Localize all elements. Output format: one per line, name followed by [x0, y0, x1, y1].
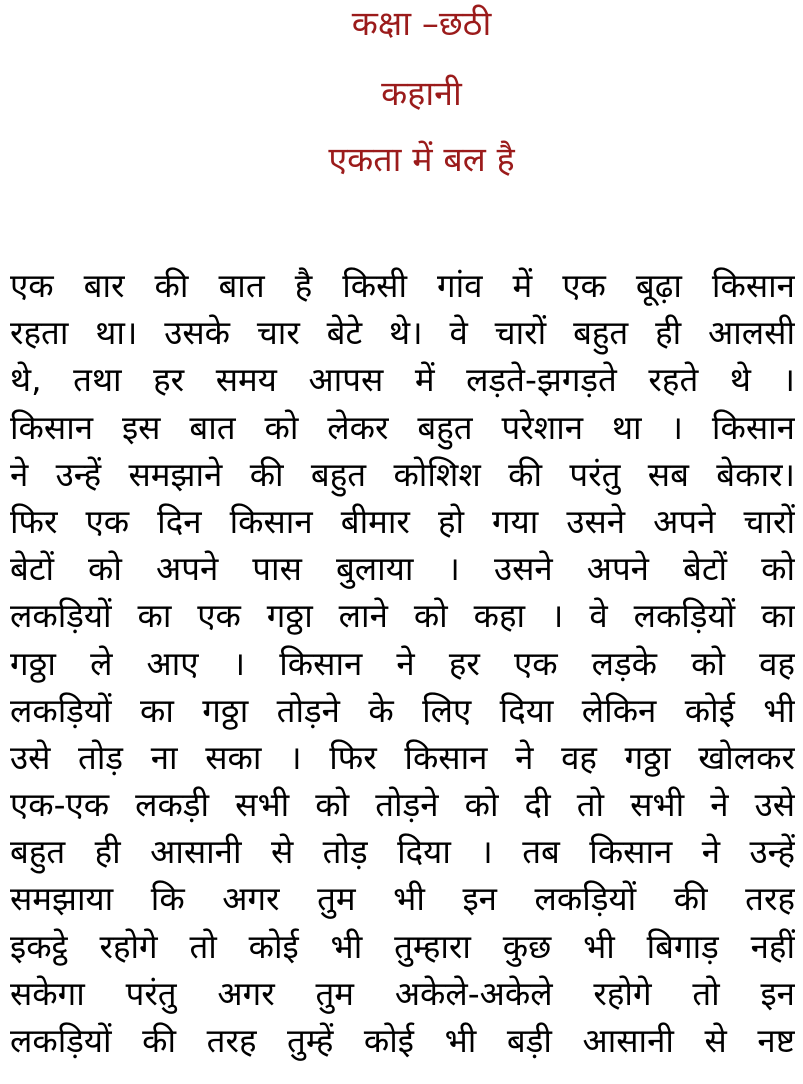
story-line: सकेगा परंतु अगर तुम अकेले-अकेले रहोगे तो इन	[10, 973, 795, 1013]
story-line: इकट्ठे रहोगे तो कोई भी तुम्हारा कुछ भी बिगाड़ नहीं	[10, 926, 795, 966]
story-line: फिर एक दिन किसान बीमार हो गया उसने अपने चारों	[10, 501, 795, 541]
story-line: उसे तोड़ ना सका । फिर किसान ने वह गठ्ठा खोलकर	[10, 737, 795, 777]
story-line: लकड़ियों का गठ्ठा तोड़ने के लिए दिया लेकिन कोई भी	[10, 690, 795, 730]
story-line: ने उन्हें समझाने की बहुत कोशिश की परंतु सब बेकार।	[10, 454, 795, 494]
story-line: लकड़ियों की तरह तुम्हें कोई भी बड़ी आसानी से नष्ट	[10, 1021, 795, 1060]
story-line: थे, तथा हर समय आपस में लड़ते-झगड़ते रहते थे ।	[10, 360, 795, 400]
story-body	[10, 262, 795, 1064]
story-title: एकता में बल है	[328, 140, 515, 180]
story-line: बेटों को अपने पास बुलाया । उसने अपने बेटों को	[10, 549, 795, 589]
story-line: बहुत ही आसानी से तोड़ दिया । तब किसान ने उन्हें	[10, 832, 795, 872]
story-line: समझाया कि अगर तुम भी इन लकड़ियों की तरह	[10, 879, 795, 919]
story-line: एक बार की बात है किसी गांव में एक बूढ़ा किसान	[10, 266, 795, 305]
story-line: किसान इस बात को लेकर बहुत परेशान था । किसान	[10, 407, 795, 447]
genre-label: कहानी	[381, 74, 462, 114]
class-label: कक्षा –छठी	[351, 4, 492, 44]
story-line: रहता था। उसके चार बेटे थे। वे चारों बहुत ही आलसी	[10, 313, 795, 353]
story-line: एक-एक लकड़ी सभी को तोड़ने को दी तो सभी ने उसे	[10, 785, 795, 825]
story-line: गठ्ठा ले आए । किसान ने हर एक लड़के को वह	[10, 643, 795, 683]
story-line: लकड़ियों का एक गठ्ठा लाने को कहा । वे लकड़ियों का	[10, 596, 795, 636]
